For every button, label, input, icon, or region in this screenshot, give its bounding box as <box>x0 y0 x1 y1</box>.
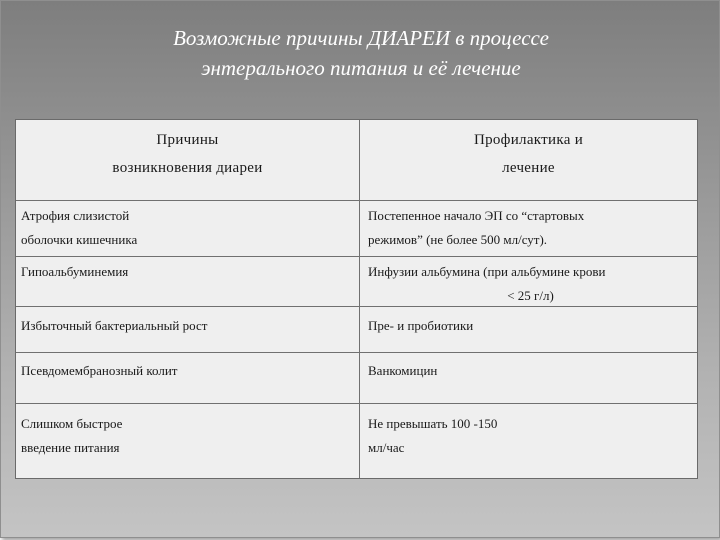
cell-text: введение питания <box>21 440 120 455</box>
cell-text: Слишком быстрое <box>21 416 123 431</box>
table-row-1-treatment <box>368 204 693 252</box>
table-row-2-treatment <box>368 260 693 308</box>
row-divider <box>16 352 697 353</box>
cell-text: Постепенное начало ЭП со “стартовых <box>368 208 585 223</box>
header-treatment <box>360 126 697 182</box>
cell-text: Пре- и пробиотики <box>368 318 474 333</box>
header-treatment-line-1: Профилактика и <box>473 132 584 148</box>
table-row-2-cause <box>21 260 351 284</box>
row-divider <box>16 200 697 201</box>
header-causes-line-2: возникновения диареи <box>112 160 263 176</box>
header-causes <box>16 126 359 182</box>
table-row-3-treatment <box>368 314 693 338</box>
causes-treatment-table <box>15 119 698 479</box>
header-causes-line-1: Причины <box>156 132 219 148</box>
header-treatment-line-2: лечение <box>502 160 555 176</box>
table-row-5-cause <box>21 412 351 460</box>
table-row-3-cause <box>21 314 351 338</box>
cell-text: < 25 г/л) <box>507 288 554 303</box>
cell-text: оболочки кишечника <box>21 232 138 247</box>
table-row-5-treatment <box>368 412 693 460</box>
cell-text: Гипоальбуминемия <box>21 264 129 279</box>
cell-text: режимов” (не более 500 мл/сут). <box>368 232 548 247</box>
cell-text: Ванкомицин <box>368 363 438 378</box>
table-row-1-cause <box>21 204 351 252</box>
cell-text: Атрофия слизистой <box>21 208 130 223</box>
row-divider <box>16 256 697 257</box>
cell-text: Инфузии альбумина (при альбумине крови <box>368 264 606 279</box>
cell-text: Псевдомембранозный колит <box>21 363 178 378</box>
slide-title <box>61 23 661 83</box>
slide-title-line-2: энтерального питания и её лечение <box>201 56 521 80</box>
cell-text: мл/час <box>368 440 405 455</box>
row-divider <box>16 403 697 404</box>
cell-text: Избыточный бактериальный рост <box>21 318 208 333</box>
cell-text: Не превышать 100 -150 <box>368 416 498 431</box>
slide-title-line-1: Возможные причины ДИАРЕИ в процессе <box>173 26 549 50</box>
table-row-4-cause <box>21 359 351 383</box>
table-row-4-treatment <box>368 359 693 383</box>
